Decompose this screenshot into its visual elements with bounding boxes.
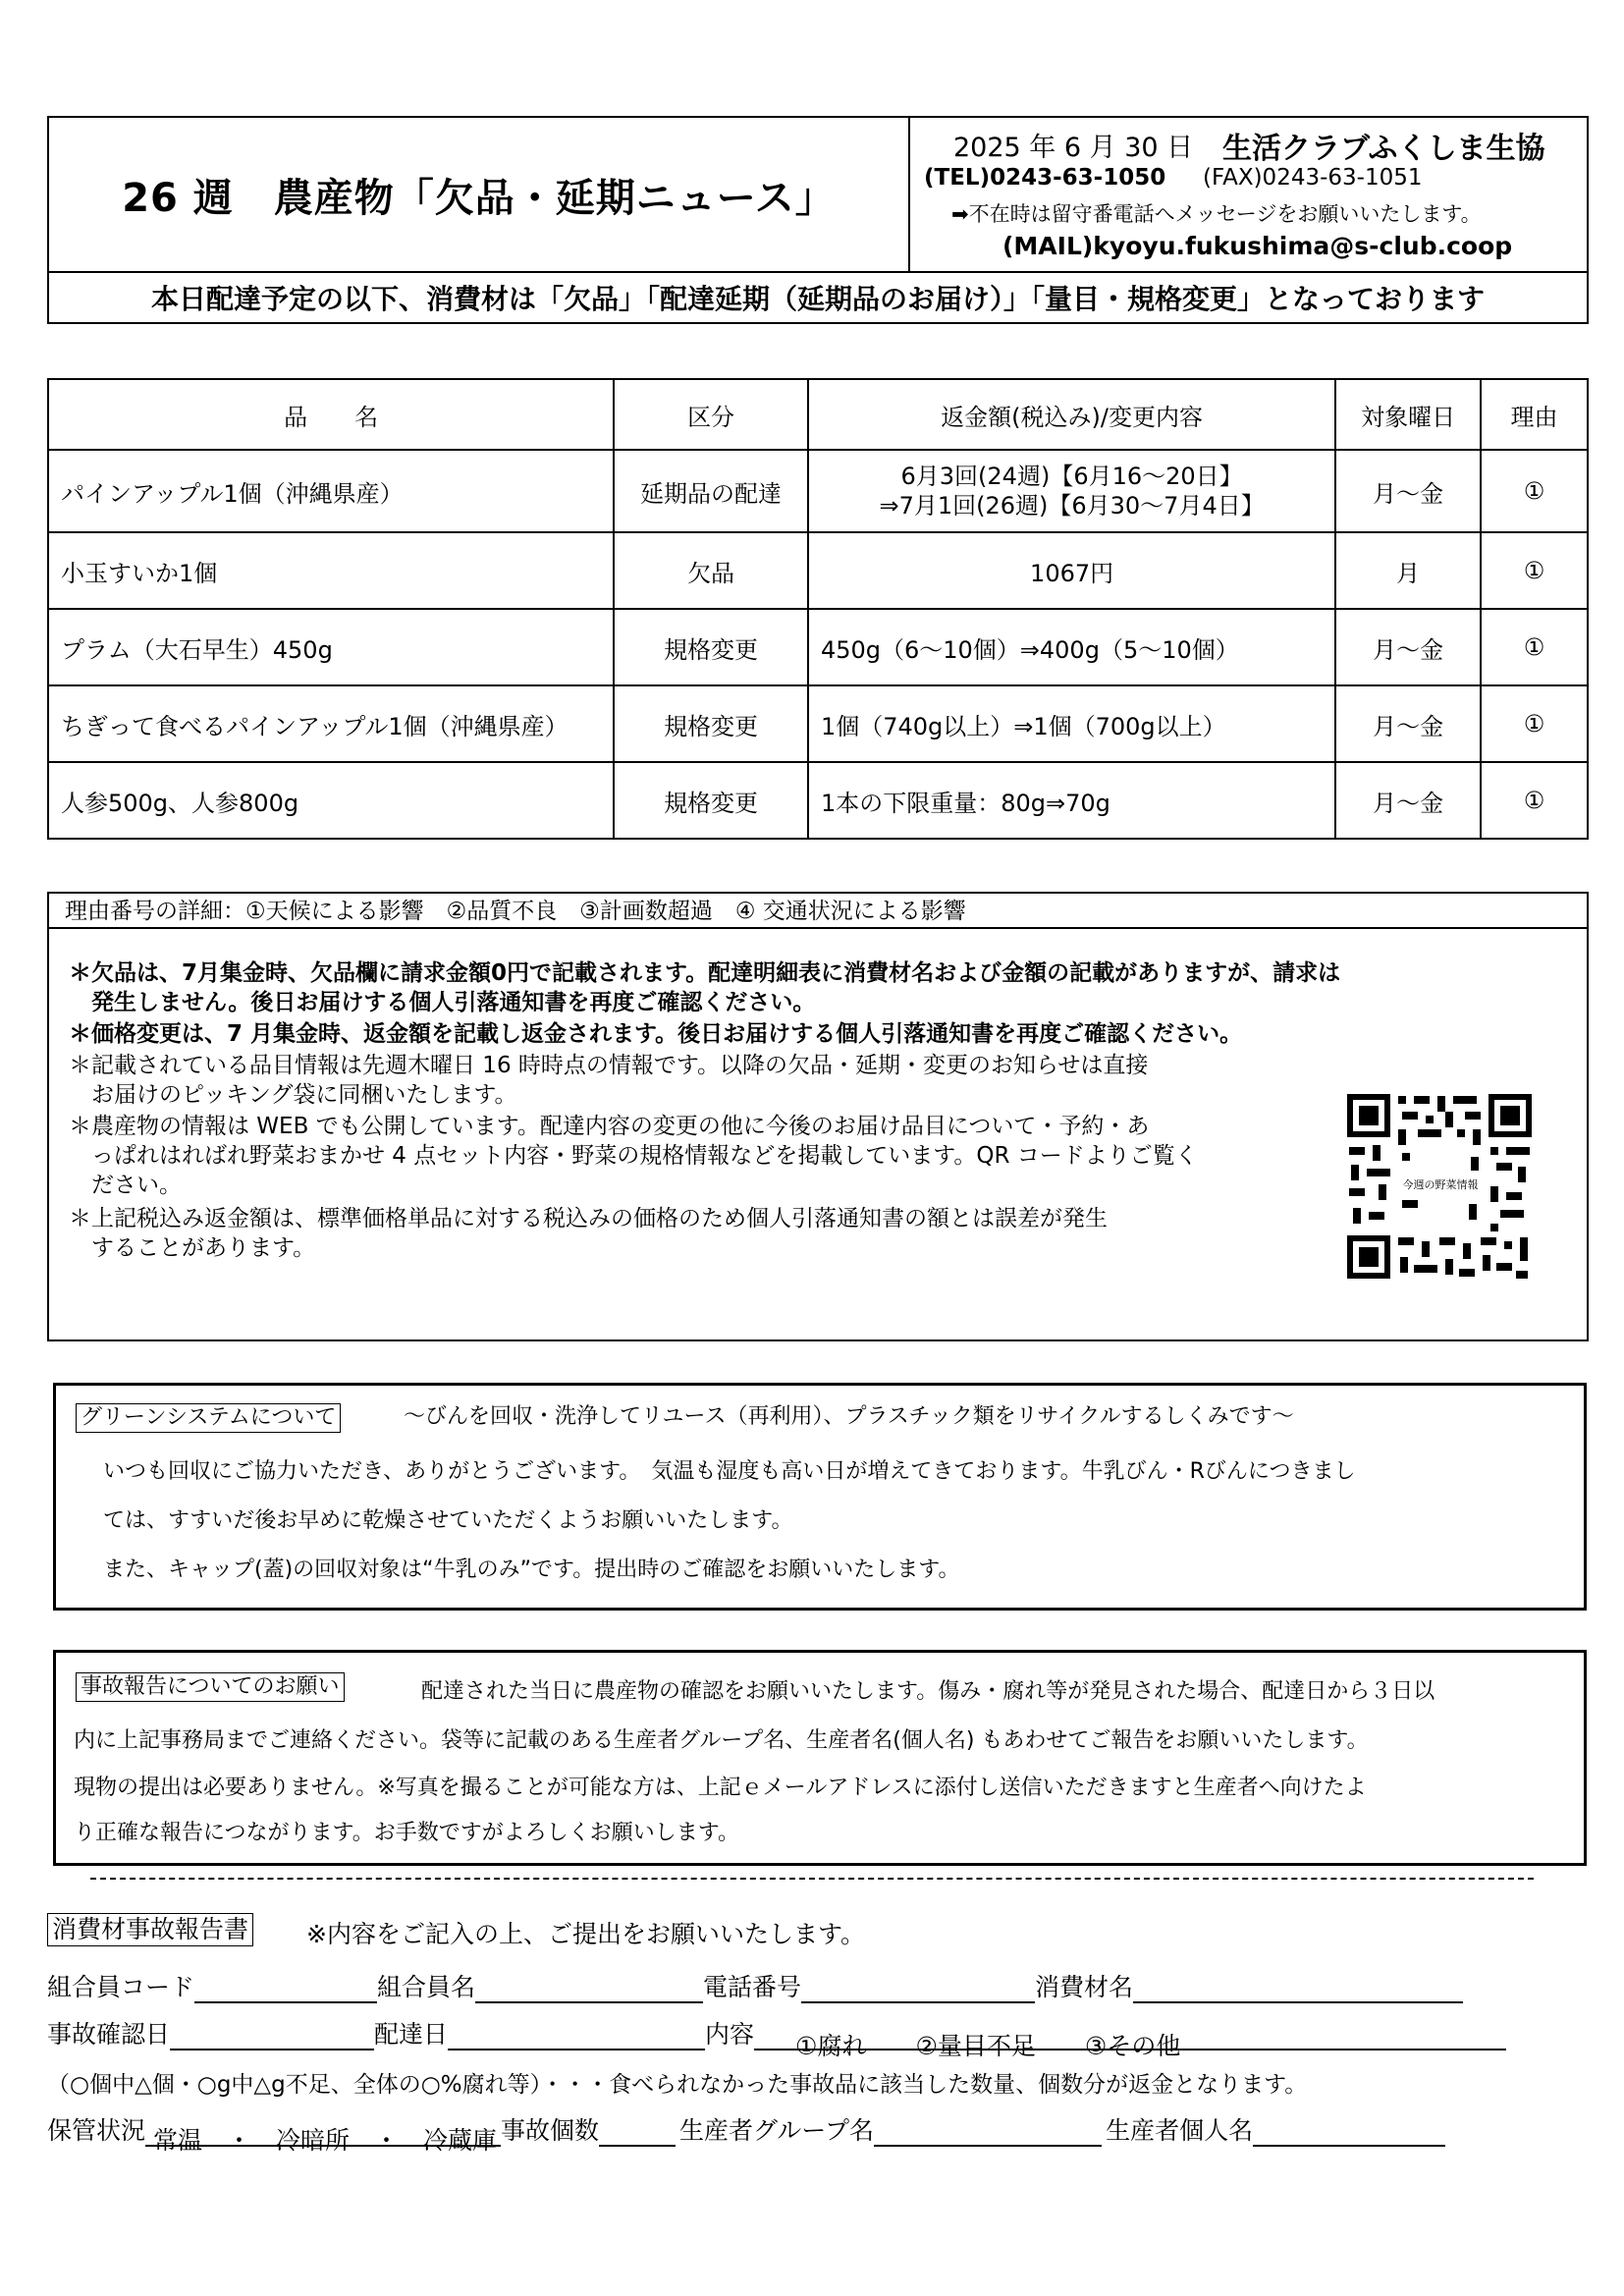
table-row — [48, 685, 1588, 762]
qr-caption: 今週の野菜情報 — [1402, 1178, 1479, 1191]
note-line: ＊記載されている品目情報は先週木曜日 16 時時点の情報です。以降の欠品・延期・変更のお知らせは直接 — [69, 1053, 1149, 1078]
note-line: ＊価格変更は、7 月集金時、返金額を記載し返金されます。後日お届けする個人引落通知書を再度ご確認ください。 — [69, 1021, 1243, 1047]
note-item — [69, 1051, 1148, 1110]
accident-text-line: 配達された当日に農産物の確認をお願いいたします。傷み・腐れ等が発見された場合、配達日から３日以 — [421, 1679, 1435, 1704]
cell-day: 月～金 — [1335, 685, 1481, 762]
content-label: 内容 — [705, 2020, 755, 2049]
producer-person-label: 生産者個人名 — [1106, 2116, 1254, 2145]
fax-number: (FAX)0243-63-1051 — [1203, 165, 1423, 191]
col-header-kubun: 区分 — [614, 379, 808, 450]
cell-reason: ① — [1481, 532, 1588, 609]
cell-name: パインアップル1個（沖縄県産） — [48, 450, 614, 532]
cell-kubun: 規格変更 — [614, 609, 808, 685]
form-row-3 — [47, 2111, 1445, 2155]
confirm-date-label: 事故確認日 — [47, 2020, 171, 2049]
qr-code[interactable] — [1343, 1090, 1536, 1283]
note-line: ＊農産物の情報は WEB でも公開しています。配達内容の変更の他に今後のお届け品目について・予約・あ — [69, 1114, 1150, 1139]
cell-kubun: 規格変更 — [614, 685, 808, 762]
table-header-row — [48, 379, 1588, 450]
cell-reason: ① — [1481, 450, 1588, 532]
form-row-1 — [47, 1968, 1463, 2003]
accident-request-box — [53, 1650, 1587, 1866]
producer-group-field[interactable] — [874, 2121, 1102, 2147]
table-row — [48, 532, 1588, 609]
cell-kubun: 欠品 — [614, 532, 808, 609]
note-line: 発生しません。後日お届けする個人引落通知書を再度ご確認ください。 — [69, 990, 816, 1015]
cell-kubun: 規格変更 — [614, 762, 808, 839]
header-box — [47, 116, 1589, 324]
content-field[interactable] — [754, 2027, 1506, 2060]
cell-detail: 1本の下限重量：80g⇒70g — [808, 762, 1335, 839]
page-title: 26 週 農産物「欠品・延期ニュース」 — [49, 118, 910, 271]
product-name-label: 消費材名 — [1035, 1973, 1134, 2001]
accident-text-line: り正確な報告につながります。お手数ですがよろしくお願いします。 — [74, 1821, 740, 1845]
phone-label: 電話番号 — [703, 1973, 802, 2001]
accident-request-label: 事故報告についてのお願い — [76, 1672, 345, 1702]
count-field[interactable] — [599, 2121, 676, 2147]
mail-address[interactable]: (MAIL)kyoyu.fukushima@s-club.coop — [1002, 232, 1513, 260]
count-label: 事故個数 — [501, 2116, 600, 2145]
cell-day: 月～金 — [1335, 762, 1481, 839]
note-line: ＊上記税込み返金額は、標準価格単品に対する税込みの価格のため個人引落通知書の額とは誤差が発生 — [69, 1206, 1108, 1231]
products-table — [47, 378, 1589, 840]
absence-note: ➡不在時は留守番電話へメッセージをお願いいたします。 — [951, 202, 1482, 226]
green-text-line: ては、すすいだ後お早めに乾燥させていただくようお願いいたします。 — [103, 1508, 793, 1533]
member-name-field[interactable] — [475, 1978, 703, 2003]
table-row — [48, 450, 1588, 532]
col-header-day: 対象曜日 — [1335, 379, 1481, 450]
reason-legend: 理由番号の詳細：①天候による影響 ②品質不良 ③計画数超過 ④ 交通状況による影響 — [49, 894, 1587, 929]
note-line: ＊欠品は、7月集金時、欠品欄に請求金額0円で記載されます。配達明細表に消費材名および金額の記載がありますが、請求は — [69, 960, 1341, 986]
note-item — [69, 1112, 1198, 1200]
cell-detail: 450g（6～10個）⇒400g（5～10個） — [808, 609, 1335, 685]
member-name-label: 組合員名 — [377, 1973, 476, 2001]
confirm-date-field[interactable] — [170, 2025, 374, 2050]
delivery-date-label: 配達日 — [374, 2020, 449, 2049]
form-instruction: ※内容をご記入の上、ご提出をお願いいたします。 — [306, 1920, 865, 1948]
note-line: っぱれはればれ野菜おまかせ 4 点セット内容・野菜の規格情報などを掲載しています。QR コードよりご覧く — [69, 1143, 1198, 1169]
col-header-detail: 返金額(税込み)/変更内容 — [808, 379, 1335, 450]
cell-reason: ① — [1481, 762, 1588, 839]
col-header-name: 品 名 — [48, 379, 614, 450]
cell-name: ちぎって食べるパインアップル1個（沖縄県産） — [48, 685, 614, 762]
producer-group-label: 生産者グループ名 — [679, 2116, 875, 2145]
cell-name: 小玉すいか1個 — [48, 532, 614, 609]
green-system-subtitle: ～びんを回収・洗浄してリユース（再利用）、プラスチック類をリサイクルするしくみです～ — [404, 1404, 1294, 1429]
issue-date: 2025 年 6 月 30 日 — [953, 133, 1194, 163]
table-row — [48, 762, 1588, 839]
cell-day: 月～金 — [1335, 450, 1481, 532]
note-line: ださい。 — [69, 1173, 182, 1198]
org-name: 生活クラブふくしま生協 — [1222, 132, 1545, 166]
note-item — [69, 1204, 1108, 1263]
cell-name: プラム（大石早生）450g — [48, 609, 614, 685]
table-row — [48, 609, 1588, 685]
green-system-label: グリーンシステムについて — [76, 1403, 341, 1433]
note-item — [69, 958, 1340, 1017]
detail-line: 6月3回(24週)【6月16～20日】 — [900, 463, 1243, 490]
cell-detail: 1個（740g以上）⇒1個（700g以上） — [808, 685, 1335, 762]
cut-line — [90, 1878, 1534, 1880]
cell-kubun: 延期品の配達 — [614, 450, 808, 532]
storage-options[interactable]: 常温 ・ 冷暗所 ・ 冷蔵庫 — [145, 2121, 501, 2147]
cell-day: 月～金 — [1335, 609, 1481, 685]
cell-name: 人参500g、人参800g — [48, 762, 614, 839]
phone-field[interactable] — [801, 1978, 1035, 2003]
option-rot[interactable]: ①腐れ — [795, 2032, 867, 2060]
form-row-2 — [47, 2015, 1506, 2060]
detail-line: ⇒7月1回(26週)【6月30～7月4日】 — [879, 492, 1265, 519]
producer-person-field[interactable] — [1253, 2121, 1445, 2147]
cell-day: 月 — [1335, 532, 1481, 609]
cell-reason: ① — [1481, 685, 1588, 762]
product-name-field[interactable] — [1133, 1978, 1463, 2003]
green-system-box — [53, 1383, 1587, 1611]
delivery-date-field[interactable] — [448, 2025, 705, 2050]
green-text-line: いつも回収にご協力いただき、ありがとうございます。 気温も湿度も高い日が増えてきております。牛乳びん・Rびんにつきまし — [103, 1459, 1356, 1484]
cell-detail — [808, 450, 1335, 532]
form-title: 消費材事故報告書 — [47, 1913, 253, 1946]
option-other[interactable]: ③その他 — [1084, 2032, 1181, 2060]
contact-block — [912, 118, 1587, 271]
storage-label: 保管状況 — [47, 2116, 146, 2145]
notice-banner: 本日配達予定の以下、消費材は「欠品」「配達延期（延期品のお届け）」「量目・規格変更」となっております — [49, 271, 1587, 322]
cell-reason: ① — [1481, 609, 1588, 685]
green-text-line: また、キャップ(蓋)の回収対象は“牛乳のみ”です。提出時のご確認をお願いいたします。 — [103, 1558, 960, 1582]
tel-number: (TEL)0243-63-1050 — [924, 165, 1166, 191]
accident-text-line: 内に上記事務局までご連絡ください。袋等に記載のある生産者グループ名、生産者名(個人名) もあわせてご報告をお願いいたします。 — [74, 1728, 1369, 1753]
cell-detail: 1067円 — [808, 532, 1335, 609]
note-line: お届けのピッキング袋に同梱いたします。 — [69, 1082, 517, 1108]
col-header-reason: 理由 — [1481, 379, 1588, 450]
member-code-field[interactable] — [194, 1978, 377, 2003]
note-line: することがあります。 — [69, 1235, 316, 1261]
form-note: （○個中△個・○g中△g不足、全体の○%腐れ等）・・・食べられなかった事故品に該当した数量、個数分が返金となります。 — [47, 2072, 1308, 2098]
option-shortage[interactable]: ②量目不足 — [915, 2032, 1036, 2060]
member-code-label: 組合員コード — [47, 1973, 195, 2001]
note-item — [69, 1019, 1242, 1049]
accident-text-line: 現物の提出は必要ありません。※写真を撮ることが可能な方は、上記ｅメールアドレスに添付し送信いただきますと生産者へ向けたよ — [74, 1776, 1367, 1800]
